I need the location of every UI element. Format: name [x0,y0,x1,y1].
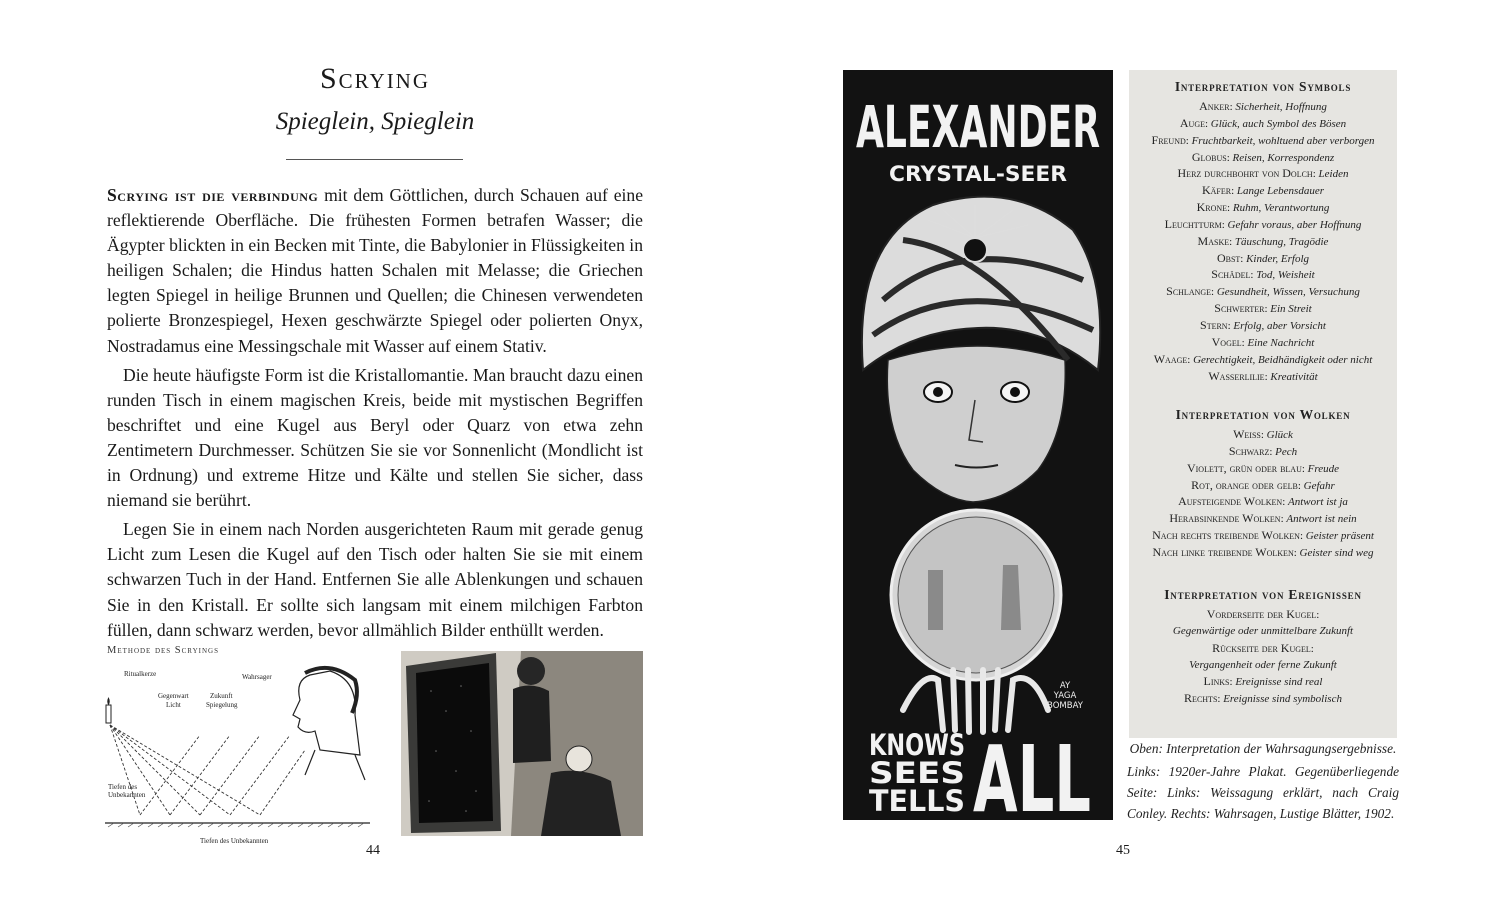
interpretation-row [1129,477,1397,494]
row-key: Rückseite der Kugel [1212,640,1311,655]
page-subtitle: Spieglein, Spieglein [275,108,475,135]
interpretation-row [1129,673,1397,690]
row-value: Geister sind weg [1299,546,1374,559]
row-key: Links [1203,674,1230,689]
interpretation-row [1129,334,1397,351]
row-value: Reisen, Korrespondenz [1232,151,1335,164]
interpretation-row [1129,623,1397,640]
row-value: Freude [1307,462,1340,475]
interpretation-row [1129,266,1397,283]
row-value: Glück, auch Symbol des Bösen [1210,117,1347,130]
interpretation-row [1129,606,1397,623]
page-number-right: 45 [1116,843,1130,858]
poster-slogan-knows: KNOWS [869,728,965,762]
row-value: Tod, Weisheit [1256,269,1315,282]
row-key: Krone [1196,200,1228,215]
row-key: Freund [1151,132,1186,147]
row-key: Anker [1199,99,1230,113]
row-separator: : [1227,319,1234,332]
row-value: Vergangenheit oder ferne Zukunft [1189,658,1337,671]
poster-slogan-tells: TELLS [869,784,965,818]
row-key: Rechts [1184,691,1218,706]
row-key: Nach linke treibende Wolken [1152,544,1294,559]
poster-name: ALEXANDER [856,93,1100,161]
interpretation-row [1129,443,1397,460]
interpretation-row [1129,640,1397,657]
row-key: Wasserlilie [1208,368,1265,383]
section-heading: Interpretation von Wolken [1175,407,1351,422]
row-key: Schädel [1211,267,1251,282]
row-separator: : [1229,235,1235,248]
candle-icon [106,697,111,723]
row-separator: : [1282,496,1288,509]
row-key: Herabsinkende Wolken [1169,511,1281,526]
interpretation-row [1129,317,1397,334]
caption-top: Oben: Interpretation der Wahrsagungsergebnisse. [1129,741,1397,756]
poster-slogan-all: ALL [973,726,1091,820]
interpretation-row [1129,283,1397,300]
caption-bottom: Links: 1920er-Jahre Plakat. Gegenüberliegende Seite: Links: Weissagung erklärt, nach Craig Conley. Rechts: Wahrsagen, Lustige Blätter, 1902. [1127,764,1399,821]
poster-subtitle: CRYSTAL-SEER [889,162,1067,186]
interpretation-row [1129,98,1397,115]
row-separator: : [1227,202,1233,215]
row-value: Kinder, Erfolg [1246,252,1310,265]
section-events [1129,587,1397,707]
interpretation-panel [1129,70,1397,738]
scrying-diagram [100,655,390,850]
row-key: Maske [1197,233,1230,248]
poster-signature-1: AY [1059,681,1071,691]
interpretation-row [1129,368,1397,385]
seer-profile-icon [293,668,365,780]
row-value: Ereignisse sind symbolisch [1223,693,1342,706]
row-separator: : [1297,479,1304,492]
row-value: Erfolg, aber Vorsicht [1233,319,1326,332]
interpretation-row [1129,132,1397,149]
interpretation-row [1129,216,1397,233]
row-value: Ruhm, Verantwortung [1232,202,1330,215]
poster-slogan-sees: SEES [869,756,965,790]
row-separator: : [1260,429,1267,441]
interpretation-row [1129,544,1397,561]
row-value: Fruchtbarkeit, wohltuend aber verborgen [1191,134,1375,147]
body-text [107,183,643,643]
poster-signature-3: BOMBAY [1047,701,1083,711]
label-seer: Wahrsager [242,673,272,681]
row-value: Geister präsent [1305,530,1374,543]
row-separator: : [1312,168,1319,181]
row-key: Auge [1179,115,1205,130]
row-value: Pech [1275,445,1298,458]
label-mirror: Spiegelung [206,701,238,709]
alexander-poster [843,70,1113,820]
row-separator: : [1316,609,1320,621]
interpretation-row [1129,233,1397,250]
row-separator: : [1264,303,1271,316]
row-value: Glück [1266,429,1293,441]
event-rows [1129,606,1397,707]
row-key: Globus [1191,149,1227,164]
row-value: Gefahr voraus, aber Hoffnung [1227,218,1362,231]
row-separator: : [1264,370,1271,383]
label-depth-bottom: Tiefen des Unbekannten [200,837,269,845]
label-ritual: Ritualkerze [124,670,157,678]
row-separator: : [1185,134,1192,147]
row-value: Täuschung, Tragödie [1234,235,1329,248]
row-separator: : [1204,117,1211,130]
row-key: Vorderseite der Kugel [1206,607,1317,621]
row-value: Gesundheit, Wissen, Versuchung [1216,286,1360,299]
row-value: Eine Nachricht [1247,336,1315,349]
row-value: Antwort ist nein [1286,513,1357,526]
image-caption [1127,738,1399,824]
row-value: Lange Lebensdauer [1236,185,1324,198]
right-page [750,0,1500,913]
lead-in: Scrying ist die verbindung [107,185,319,205]
row-separator: : [1187,353,1194,366]
paragraph-1-text: mit dem Göttlichen, durch Schauen auf eine reflektierende Oberfläche. Die frühesten Formen betrafen Wasser; die Ägypter blickten in ein Becken mit Tinte, die Babylonier in Flüssigkeiten in heiligen Schalen; die Hindus hatten Schalen mit Melasse; die Griechen legten Spiegel in heilige Brunnen und Quellen; die Chinesen verwendeten polierte Bronzespiegel, Hexen geschwärzte Spiegel oder polierten Onyx, Nostradamus eine Messingschale mit Wasser auf einem Stativ. [107,185,644,356]
row-separator: : [1226,151,1233,164]
section-heading: Interpretation von Ereignissen [1164,587,1362,602]
row-key: Vogel [1211,334,1242,349]
row-separator: : [1299,530,1306,543]
page-number-left: 44 [366,843,380,858]
page-title: Scrying [319,62,431,95]
row-separator: : [1250,269,1257,282]
row-key: Waage [1153,351,1188,366]
row-separator: : [1231,185,1237,198]
symbol-rows [1129,98,1397,384]
scrying-illustration [401,651,643,836]
row-value: Gefahr [1303,479,1335,492]
interpretation-row [1129,300,1397,317]
label-future: Zukunft [210,692,233,700]
poster-signature-2: YAGA [1053,691,1077,701]
interpretation-row [1129,460,1397,477]
interpretation-row [1129,165,1397,182]
interpretation-row [1129,182,1397,199]
row-separator: : [1229,676,1236,689]
cloud-rows [1129,426,1397,561]
row-value: Gegenwärtige oder unmittelbare Zukunft [1172,624,1354,637]
interpretation-row [1129,199,1397,216]
row-separator: : [1269,445,1276,458]
interpretation-row [1129,426,1397,443]
interpretation-row [1129,690,1397,707]
interpretation-row [1129,493,1397,510]
row-key: Stern [1200,317,1228,332]
paragraph-1 [107,183,643,359]
row-key: Violett, grün oder blau [1186,460,1302,475]
row-separator: : [1217,693,1224,706]
row-value: Antwort ist ja [1288,496,1348,509]
interpretation-row [1129,149,1397,166]
row-key: Rot, orange oder gelb [1191,477,1298,492]
interpretation-row [1129,250,1397,267]
row-key: Käfer [1201,183,1232,198]
row-value: Leiden [1318,168,1349,181]
row-value: Kreativität [1270,370,1318,383]
row-separator: : [1241,336,1248,349]
row-key: Obst [1216,250,1241,265]
interpretation-row [1129,351,1397,368]
row-separator: : [1221,218,1228,231]
section-clouds [1129,407,1397,561]
interpretation-row [1129,115,1397,132]
section-heading: Interpretation von Symbols [1174,79,1352,94]
row-value: Ein Streit [1270,303,1312,316]
label-depth-1: Tiefen des [108,783,138,791]
row-separator: : [1211,286,1217,299]
label-light: Licht [166,701,181,709]
row-separator: : [1240,252,1247,265]
row-key: Schwarz [1228,443,1270,458]
row-value: Gerechtigkeit, Beidhändigkeit oder nicht [1193,353,1373,366]
row-value: Ereignisse sind real [1235,676,1323,689]
row-key: Herz durchbohrt von Dolch [1177,166,1313,181]
title-divider [286,159,463,160]
paragraph-3: Legen Sie in einem nach Norden ausgerichteten Raum mit gerade genug Licht zum Lesen die Kugel auf den Tisch oder halten Sie sie mit einem schwarzen Tuch in der Hand. Entfernen Sie alle Ablenkungen und schauen Sie in den Kristall. Er sollte sich langsam mit einem milchigen Farbton füllen, dann schwarz werden, bevor allmählich Bilder enthüllt werden. [107,519,643,640]
row-value: Sicherheit, Hoffnung [1235,101,1327,113]
interpretation-row [1129,510,1397,527]
row-separator: : [1293,546,1300,559]
row-separator: : [1280,513,1287,526]
label-present: Gegenwart [158,692,189,700]
row-key: Nach rechts treibende Wolken [1152,528,1300,543]
row-key: Aufsteigende Wolken [1178,494,1283,509]
figure-caption: Methode des Scryings [107,645,219,656]
interpretation-row [1129,527,1397,544]
row-separator: : [1310,642,1314,655]
row-key: Schwerter [1214,301,1265,316]
label-depth-2: Unbekannten [108,791,146,799]
section-symbols [1129,79,1397,384]
row-separator: : [1229,101,1236,113]
row-separator: : [1301,462,1308,475]
row-key: Schlange [1166,284,1212,299]
row-key: Leuchtturm [1164,216,1222,231]
interpretation-row [1129,657,1397,674]
row-key: Weiss [1233,427,1261,441]
paragraph-2: Die heute häufigste Form ist die Kristallomantie. Man braucht dazu einen runden Tisch in einem magischen Kreis, beide mit mystischen Begriffen beschriftet und eine Kugel aus Beryl oder Quarz von etwa zehn Zentimetern Durchmesser. Schützen Sie sie vor Sonnenlicht (Mondlicht ist in Ordnung) und extreme Hitze und Kälte und stellen Sie sicher, dass niemand sie berührt. [107,364,643,511]
